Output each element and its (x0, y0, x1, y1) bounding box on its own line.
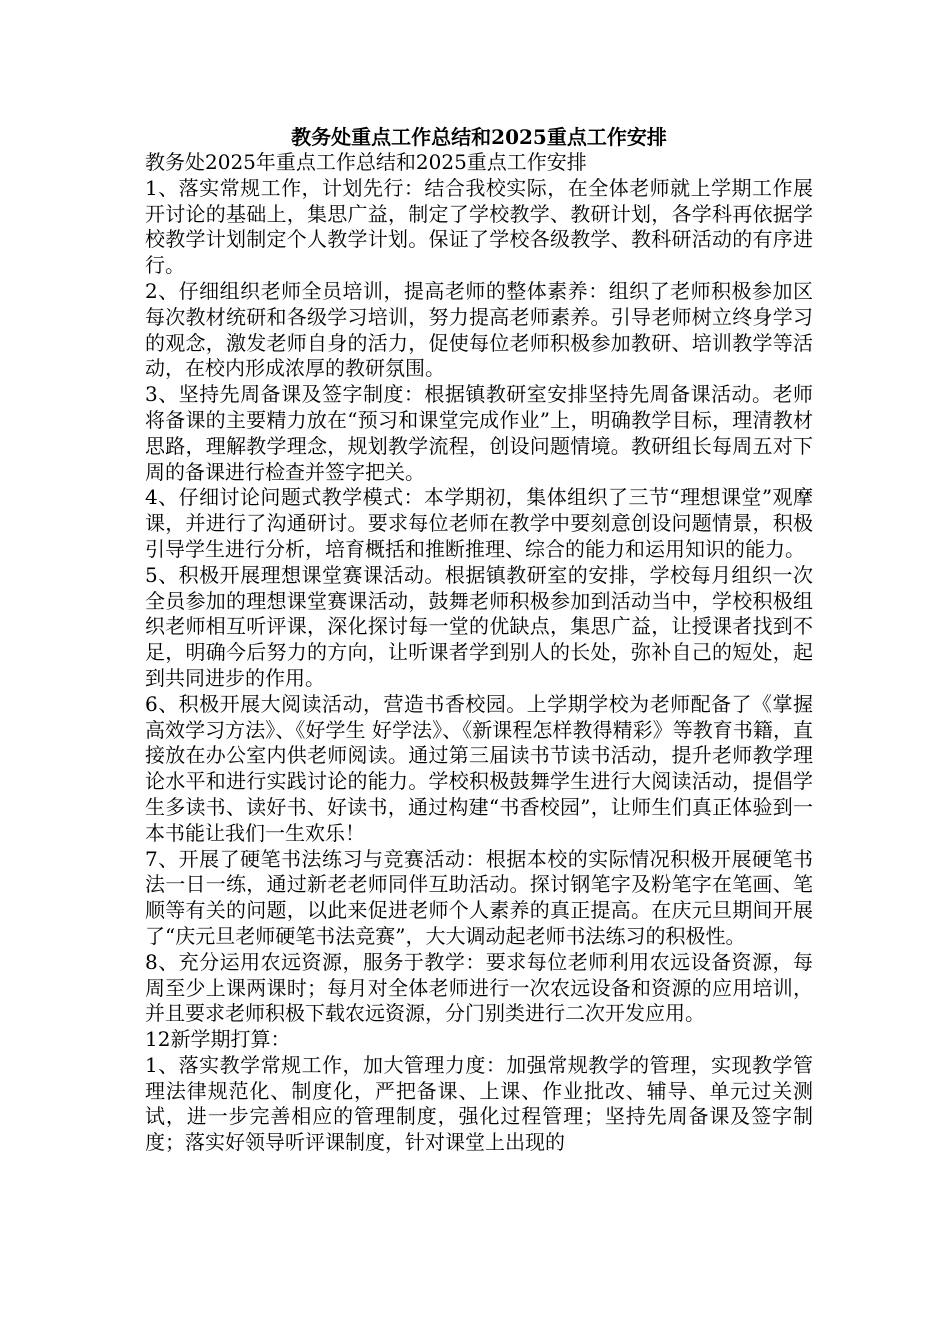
paragraph-8: 8、充分运用农远资源，服务于教学：要求每位老师利用农远设备资源，每周至少上课两课时；每月对全体老师进行一次农远设备和资源的应用培训，并且要求老师积极下载农远资源，分门别类进行二次开发应用。 (145, 949, 813, 1026)
section-heading-new-term: 12新学期打算： (145, 1027, 291, 1052)
document-subtitle: 教务处2025年重点工作总结和2025重点工作安排 (145, 150, 587, 174)
paragraph-6: 6、积极开展大阅读活动，营造书香校园。上学期学校为老师配备了《掌握高效学习方法》、《好学生 好学法》、《新课程怎样教得精彩》等教育书籍，直接放在办公室内供老师阅读。通过第三届读书节读书活动，提升老师教学理论水平和进行实践讨论的能力。学校积极鼓舞学生进行大阅读活动，提倡学生多读书、读好书、好读书，通过构建“书香校园”，让师生们真正体验到一本书能让我们一生欢乐！ (145, 691, 813, 845)
paragraph-5: 5、积极开展理想课堂赛课活动。根据镇教研室的安排，学校每月组织一次全员参加的理想课堂赛课活动，鼓舞老师积极参加到活动当中，学校积极组织老师相互听评课，深化探讨每一堂的优缺点，集思广益，让授课者找到不足，明确今后努力的方向，让听课者学到别人的长处，弥补自己的短处，起到共同进步的作用。 (145, 562, 813, 690)
document-title: 教务处重点工作总结和2025重点工作安排 (291, 125, 667, 149)
paragraph-3: 3、坚持先周备课及签字制度：根据镇教研室安排坚持先周备课活动。老师将备课的主要精力放在“预习和课堂完成作业”上，明确教学目标，理清教材思路，理解教学理念，规划教学流程，创设问题情境。教研组长每周五对下周的备课进行检查并签字把关。 (145, 382, 813, 484)
paragraph-1: 1、落实常规工作，计划先行：结合我校实际，在全体老师就上学期工作展开讨论的基础上，集思广益，制定了学校教学、教研计划，各学科再依据学校教学计划制定个人教学计划。保证了学校各级教学、教科研活动的有序进行。 (145, 175, 813, 278)
new-term-paragraph-1: 1、落实教学常规工作，加大管理力度：加强常规教学的管理，实现教学管理法律规范化、制度化，严把备课、上课、作业批改、辅导、单元过关测试，进一步完善相应的管理制度，强化过程管理；坚持先周备课及签字制度；落实好领导听评课制度，针对课堂上出现的 (145, 1052, 813, 1155)
paragraph-2: 2、仔细组织老师全员培训，提高老师的整体素养：组织了老师积极参加区每次教材统研和各级学习培训，努力提高老师素养。引导老师树立终身学习的观念，激发老师自身的活力，促使每位老师积极参加教研、培训教学等活动，在校内形成浓厚的教研氛围。 (145, 278, 813, 381)
paragraph-4: 4、仔细讨论问题式教学模式：本学期初，集体组织了三节“理想课堂”观摩课，并进行了沟通研讨。要求每位老师在教学中要刻意创设问题情景，积极引导学生进行分析，培育概括和推断推理、综合的能力和运用知识的能力。 (145, 485, 813, 561)
document-body (145, 124, 813, 1156)
paragraph-7: 7、开展了硬笔书法练习与竞赛活动：根据本校的实际情况积极开展硬笔书法一日一练，通过新老老师同伴互助活动。探讨钢笔字及粉笔字在笔画、笔顺等有关的问题，以此来促进老师个人素养的真正提高。在庆元旦期间开展了“庆元旦老师硬笔书法竞赛”，大大调动起老师书法练习的积极性。 (145, 846, 813, 948)
